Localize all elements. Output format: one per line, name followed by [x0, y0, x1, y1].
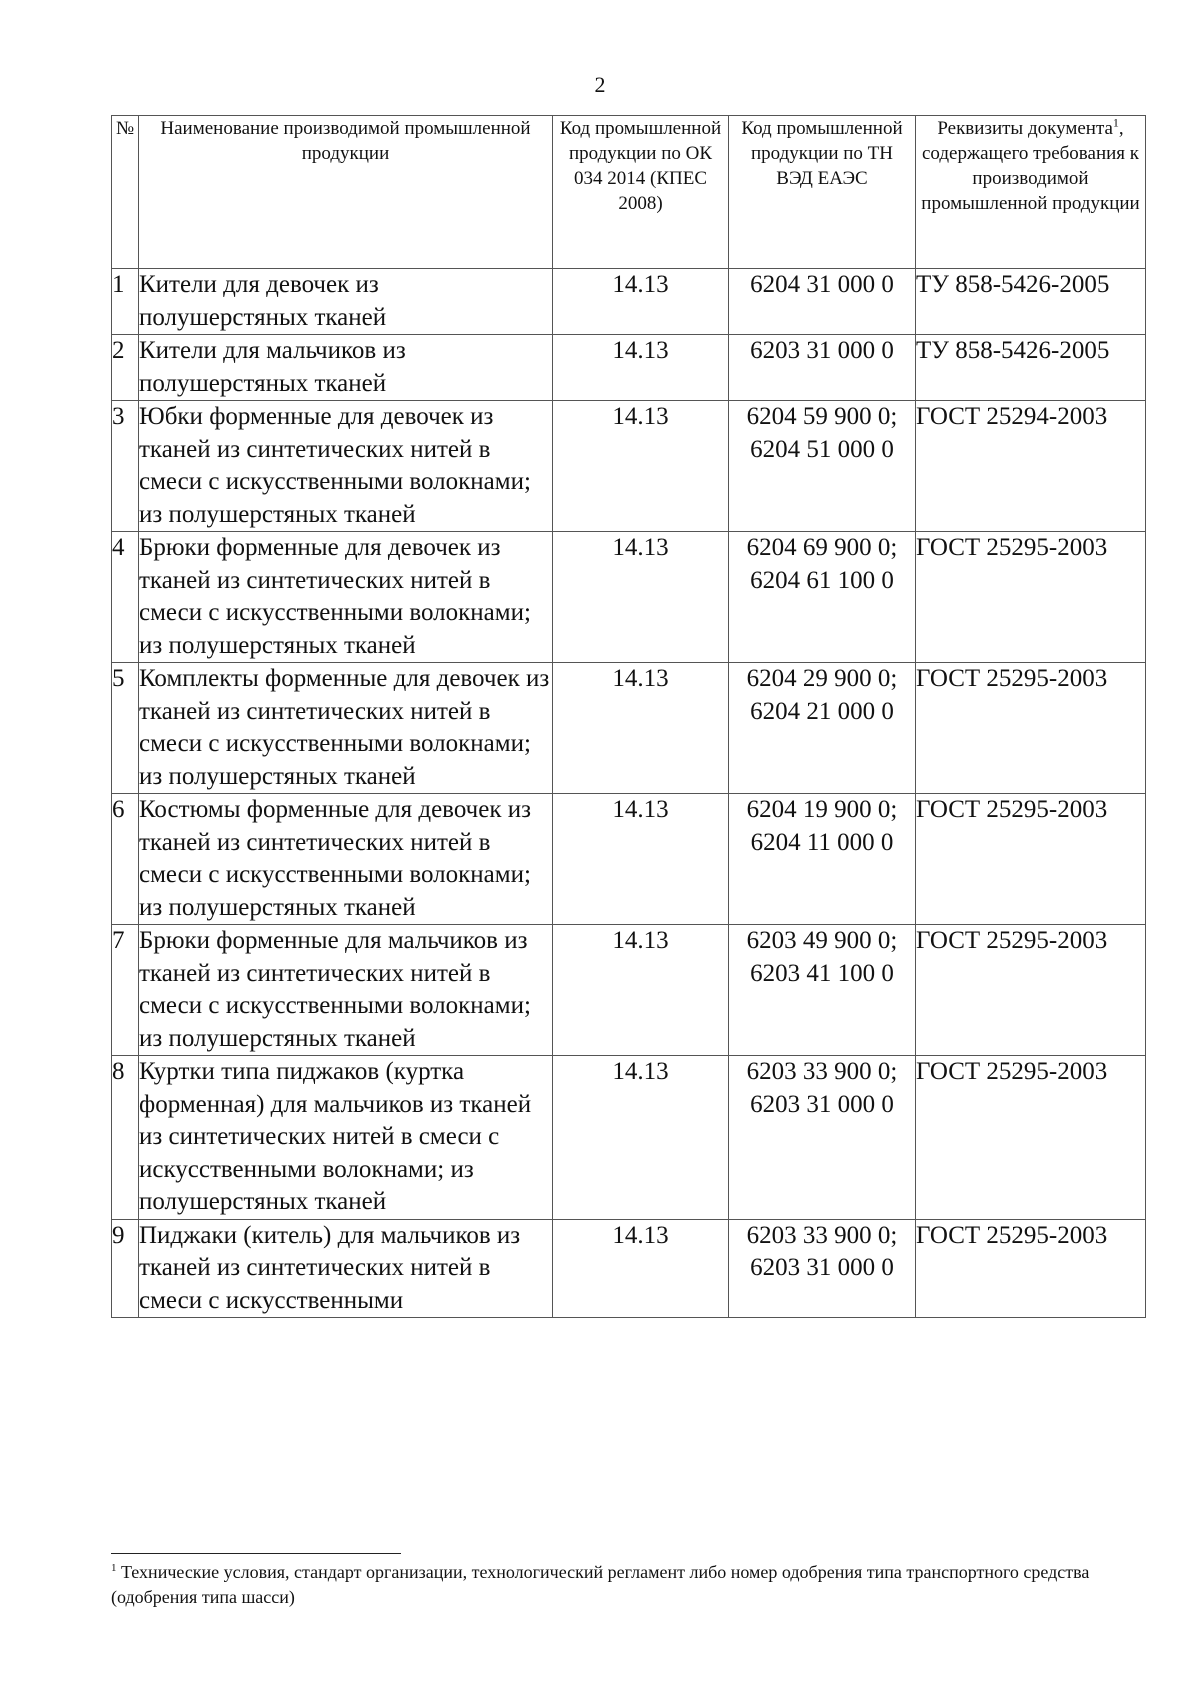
row-number: 2	[112, 335, 139, 401]
product-name: Комплекты форменные для девочек из тканей из синтетических нитей в смеси с искусственными волокнами; из полушерстяных тканей	[139, 663, 553, 794]
footnote-marker: 1	[1112, 115, 1119, 130]
header-number: №	[112, 116, 139, 269]
table-body	[112, 269, 1146, 1318]
row-number: 9	[112, 1219, 139, 1318]
row-number: 8	[112, 1056, 139, 1220]
row-number: 4	[112, 532, 139, 663]
table-row	[112, 532, 1146, 663]
footnote	[111, 1560, 1151, 1610]
row-number: 6	[112, 794, 139, 925]
tnved-code: 6204 29 900 0; 6204 21 000 0	[729, 663, 916, 794]
okpd-code: 14.13	[553, 663, 729, 794]
product-name: Пиджаки (китель) для мальчиков из тканей из синтетических нитей в смеси с искусственными	[139, 1219, 553, 1318]
document-details: ГОСТ 25295-2003	[916, 1219, 1146, 1318]
product-name: Кители для мальчиков из полушерстяных тканей	[139, 335, 553, 401]
footnote-text: Технические условия, стандарт организации, технологический регламент либо номер одобрения типа транспортного средства (одобрения типа шасси)	[111, 1562, 1090, 1607]
row-number: 7	[112, 925, 139, 1056]
table-row	[112, 794, 1146, 925]
okpd-code: 14.13	[553, 269, 729, 335]
document-details: ГОСТ 25294-2003	[916, 401, 1146, 532]
header-document-label: Реквизиты документа	[937, 118, 1113, 139]
okpd-code: 14.13	[553, 1219, 729, 1318]
row-number: 3	[112, 401, 139, 532]
table-row	[112, 1056, 1146, 1220]
header-tnved-code: Код промышленной продукции по ТН ВЭД ЕАЭС	[729, 116, 916, 269]
table-header-row	[112, 116, 1146, 269]
tnved-code: 6204 69 900 0; 6204 61 100 0	[729, 532, 916, 663]
row-number: 1	[112, 269, 139, 335]
table-row	[112, 1219, 1146, 1318]
product-name: Брюки форменные для девочек из тканей из синтетических нитей в смеси с искусственными волокнами; из полушерстяных тканей	[139, 532, 553, 663]
footnote-number: 1	[111, 1562, 117, 1574]
tnved-code: 6203 49 900 0; 6203 41 100 0	[729, 925, 916, 1056]
product-name: Кители для девочек из полушерстяных тканей	[139, 269, 553, 335]
document-details: ГОСТ 25295-2003	[916, 663, 1146, 794]
tnved-code: 6204 19 900 0; 6204 11 000 0	[729, 794, 916, 925]
table-row	[112, 401, 1146, 532]
table-row	[112, 335, 1146, 401]
product-name: Брюки форменные для мальчиков из тканей из синтетических нитей в смеси с искусственными волокнами; из полушерстяных тканей	[139, 925, 553, 1056]
tnved-code: 6203 33 900 0; 6203 31 000 0	[729, 1056, 916, 1220]
tnved-code: 6203 31 000 0	[729, 335, 916, 401]
okpd-code: 14.13	[553, 925, 729, 1056]
document-details: ТУ 858-5426-2005	[916, 269, 1146, 335]
document-details: ТУ 858-5426-2005	[916, 335, 1146, 401]
document-details: ГОСТ 25295-2003	[916, 794, 1146, 925]
tnved-code: 6203 33 900 0; 6203 31 000 0	[729, 1219, 916, 1318]
products-table	[111, 115, 1146, 1318]
okpd-code: 14.13	[553, 1056, 729, 1220]
table-row	[112, 925, 1146, 1056]
okpd-code: 14.13	[553, 401, 729, 532]
header-document-label-rest: , содержащего требования к производимой промышленной продукции	[921, 118, 1140, 214]
header-okpd-code: Код промышленной продукции по ОК 034 2014 (КПЕС 2008)	[553, 116, 729, 269]
product-name: Костюмы форменные для девочек из тканей из синтетических нитей в смеси с искусственными волокнами; из полушерстяных тканей	[139, 794, 553, 925]
okpd-code: 14.13	[553, 794, 729, 925]
okpd-code: 14.13	[553, 335, 729, 401]
table-row	[112, 269, 1146, 335]
table-row	[112, 663, 1146, 794]
footnote-divider	[111, 1553, 401, 1554]
document-details: ГОСТ 25295-2003	[916, 1056, 1146, 1220]
tnved-code: 6204 59 900 0; 6204 51 000 0	[729, 401, 916, 532]
document-details: ГОСТ 25295-2003	[916, 925, 1146, 1056]
tnved-code: 6204 31 000 0	[729, 269, 916, 335]
product-name: Юбки форменные для девочек из тканей из синтетических нитей в смеси с искусственными волокнами; из полушерстяных тканей	[139, 401, 553, 532]
okpd-code: 14.13	[553, 532, 729, 663]
page-number: 2	[594, 72, 606, 97]
row-number: 5	[112, 663, 139, 794]
document-details: ГОСТ 25295-2003	[916, 532, 1146, 663]
header-document-details	[916, 116, 1146, 269]
header-product-name: Наименование производимой промышленной продукции	[139, 116, 553, 269]
product-name: Куртки типа пиджаков (куртка форменная) для мальчиков из тканей из синтетических нитей в смеси с искусственными волокнами; из полушерстяных тканей	[139, 1056, 553, 1220]
